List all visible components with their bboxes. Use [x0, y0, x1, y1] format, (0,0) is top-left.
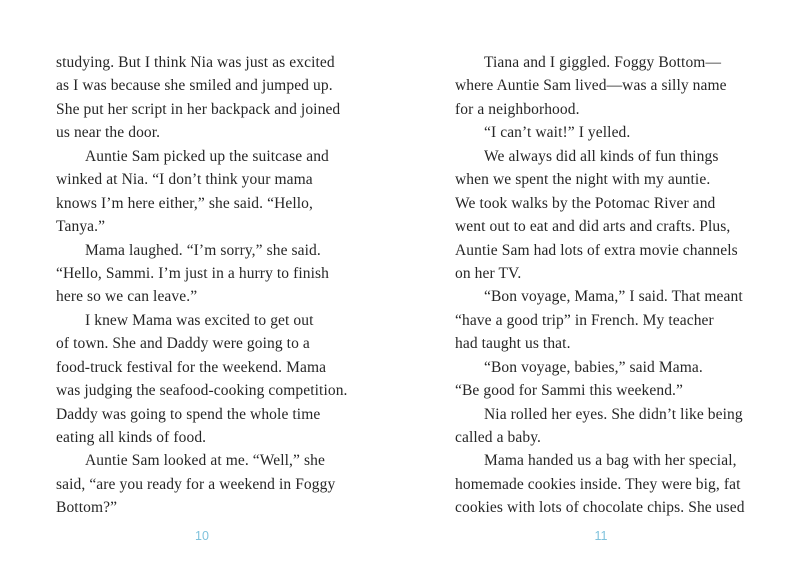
text-line: was judging the seafood-cooking competition. — [56, 382, 348, 400]
text-line: Mama laughed. “I’m sorry,” she said. — [85, 241, 321, 259]
text-line: here so we can leave.” — [56, 288, 198, 306]
text-line: winked at Nia. “I don’t think your mama — [56, 171, 313, 189]
page-left — [56, 0, 366, 571]
text-line: Auntie Sam had lots of extra movie channels — [455, 241, 738, 259]
text-line: “Bon voyage, Mama,” I said. That meant — [484, 288, 743, 306]
text-line: called a baby. — [455, 429, 542, 446]
text-line: Daddy was going to spend the whole time — [56, 405, 321, 423]
text-line: went out to eat and did arts and crafts. Plus, — [455, 218, 731, 236]
page-right — [455, 0, 765, 571]
text-line: as I was because she smiled and jumped up. — [56, 77, 333, 95]
text-line: She put her script in her backpack and joined — [56, 100, 341, 118]
text-line: “Be good for Sammi this weekend.” — [455, 382, 683, 400]
text-line: We always did all kinds of fun things — [484, 147, 719, 165]
text-line: eating all kinds of food. — [56, 429, 207, 446]
text-line: Bottom?” — [56, 499, 118, 517]
page-number-left: 10 — [195, 529, 209, 543]
text-line: on her TV. — [455, 264, 522, 282]
text-line: when we spent the night with my auntie. — [455, 171, 711, 189]
text-line: knows I’m here either,” she said. “Hello, — [56, 194, 313, 212]
text-line: I knew Mama was excited to get out — [85, 311, 314, 329]
text-line: studying. But I think Nia was just as excited — [56, 54, 335, 71]
text-line: said, “are you ready for a weekend in Foggy — [56, 475, 336, 493]
page-right-text-block — [455, 51, 765, 520]
page-number-right: 11 — [594, 529, 608, 543]
text-line: homemade cookies inside. They were big, fat — [455, 475, 741, 493]
text-line: of town. She and Daddy were going to a — [56, 335, 310, 353]
text-line: Mama handed us a bag with her special, — [484, 452, 737, 470]
text-line: had taught us that. — [455, 335, 571, 353]
text-line: “Bon voyage, babies,” said Mama. — [484, 358, 703, 376]
text-line: Auntie Sam picked up the suitcase and — [85, 147, 329, 165]
text-line: We took walks by the Potomac River and — [455, 194, 716, 212]
text-line: Tanya.” — [56, 218, 106, 236]
text-line: “have a good trip” in French. My teacher — [455, 311, 714, 329]
text-line: Auntie Sam looked at me. “Well,” she — [85, 452, 325, 470]
text-line: Nia rolled her eyes. She didn’t like being — [484, 405, 743, 423]
text-line: where Auntie Sam lived—was a silly name — [455, 77, 727, 95]
text-line: food-truck festival for the weekend. Mama — [56, 358, 327, 376]
text-line: us near the door. — [56, 124, 161, 142]
text-line: for a neighborhood. — [455, 100, 580, 118]
page-left-text-block — [56, 51, 366, 520]
text-line: “I can’t wait!” I yelled. — [484, 124, 631, 142]
text-line: Tiana and I giggled. Foggy Bottom— — [484, 54, 722, 71]
text-line: “Hello, Sammi. I’m just in a hurry to finish — [56, 264, 330, 282]
text-line: cookies with lots of chocolate chips. She used — [455, 499, 745, 517]
